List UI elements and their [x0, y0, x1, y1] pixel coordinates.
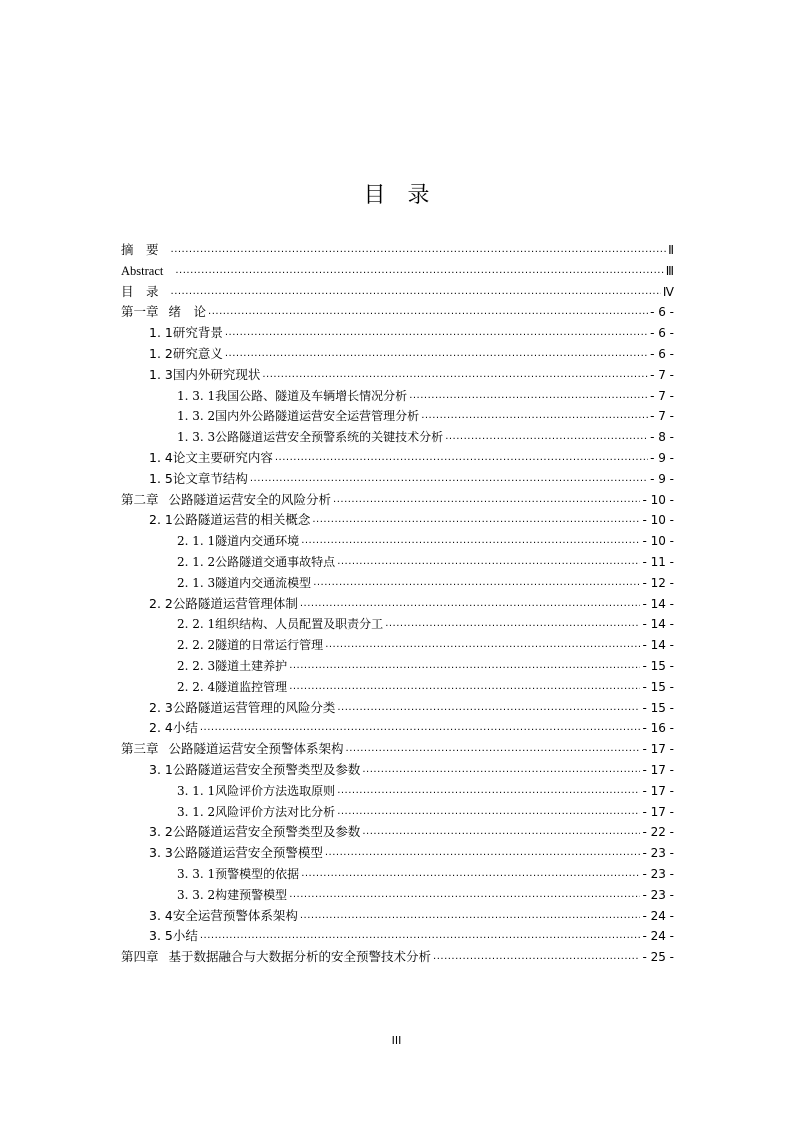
toc-entry[interactable] — [121, 718, 674, 739]
toc-entry-number: 2. 2. 4 — [177, 679, 216, 694]
toc-entry-title: 隧道监控管理 — [215, 679, 288, 694]
toc-entry-title: 公路隧道运营安全预警系统的关键技术分析 — [215, 430, 444, 445]
toc-entry-number: 1. 3. 2 — [177, 409, 216, 424]
toc-entry-title: 风险评价方法选取原则 — [215, 783, 336, 798]
toc-entry-number: 2. 1. 3 — [177, 575, 216, 590]
title-char-1: 目 — [363, 183, 386, 208]
toc-entry[interactable] — [121, 552, 674, 573]
dot-leader — [421, 406, 648, 427]
toc-entry-title: 隧道土建养护 — [215, 658, 288, 673]
page-title — [0, 178, 793, 209]
toc-entry-title: 绪 论 — [168, 304, 207, 320]
toc-entry-number: 2. 2. 1 — [177, 617, 216, 632]
toc-entry-title: 论文主要研究内容 — [172, 449, 273, 465]
toc-entry-number: 1. 3 — [149, 366, 173, 382]
dot-leader — [171, 282, 661, 303]
toc-entry-title: 公路隧道运营安全预警模型 — [172, 845, 323, 861]
dot-leader — [250, 469, 648, 490]
toc-entry-page: - 14 - — [642, 596, 674, 611]
dot-leader — [289, 656, 640, 677]
toc-entry-number: 2. 2. 3 — [177, 658, 216, 673]
toc-entry[interactable] — [121, 323, 674, 344]
toc-entry-title: 论文章节结构 — [172, 470, 248, 486]
toc-entry-title: 小结 — [172, 720, 198, 736]
toc-entry-page: - 17 - — [642, 783, 674, 798]
toc-entry-page: - 6 - — [650, 326, 674, 341]
toc-entry-page: - 16 - — [642, 721, 674, 736]
dot-leader — [312, 510, 640, 531]
toc-entry-page: - 17 - — [642, 742, 674, 757]
toc-entry-page: - 10 - — [642, 534, 674, 549]
toc-entry-page: - 22 - — [642, 825, 674, 840]
toc-entry-page: - 7 - — [650, 367, 674, 382]
toc-entry[interactable] — [121, 365, 674, 386]
toc-entry-number: 2. 1. 1 — [177, 534, 216, 549]
dot-leader — [433, 947, 640, 968]
toc-entry-title: 公路隧道运营安全预警体系架构 — [168, 741, 344, 757]
toc-entry-page: - 25 - — [642, 950, 674, 965]
toc-entry-page: - 10 - — [642, 513, 674, 528]
dot-leader — [301, 864, 640, 885]
dot-leader — [200, 926, 641, 947]
toc-entry-number: 3. 3 — [149, 845, 173, 861]
toc-entry-page: - 23 - — [642, 887, 674, 902]
toc-entry-number: 1. 1 — [149, 325, 173, 341]
toc-entry-number: 第一章 — [121, 304, 159, 320]
dot-leader — [289, 677, 640, 698]
toc-entry-number: 3. 1 — [149, 761, 173, 777]
title-char-2: 录 — [407, 183, 430, 208]
toc-entry-page: - 15 - — [642, 700, 674, 715]
toc-entry[interactable] — [121, 802, 674, 823]
toc-entry[interactable] — [121, 469, 674, 490]
dot-leader — [346, 739, 641, 760]
toc-entry-number: 2. 1 — [149, 512, 173, 528]
toc-entry-number: Abstract — [121, 263, 164, 278]
toc-entry[interactable] — [121, 906, 674, 927]
dot-leader — [385, 614, 640, 635]
toc-entry[interactable] — [121, 406, 674, 427]
toc-entry-page: - 17 - — [642, 804, 674, 819]
toc-entry-page: - 9 - — [650, 471, 674, 486]
toc-entry-number: 3. 3. 1 — [177, 866, 216, 881]
toc-entry-number: 3. 2 — [149, 824, 173, 840]
toc-entry-title: 国内外公路隧道运营安全运营管理分析 — [215, 409, 420, 424]
dot-leader — [362, 760, 640, 781]
toc-entry-page: - 7 - — [650, 388, 674, 403]
toc-entry-page: - 23 - — [642, 846, 674, 861]
toc-entry-number: 3. 1. 2 — [177, 804, 216, 819]
dot-leader — [325, 635, 640, 656]
toc-entry[interactable] — [121, 261, 674, 282]
dot-leader — [175, 261, 663, 282]
toc-entry[interactable] — [121, 677, 674, 698]
toc-entry-page: - 17 - — [642, 762, 674, 777]
toc-entry-number: 3. 1. 1 — [177, 783, 216, 798]
toc-entry-page: - 7 - — [650, 409, 674, 424]
toc-entry-title: 研究背景 — [172, 325, 223, 341]
dot-leader — [275, 448, 648, 469]
toc-entry-page: - 12 - — [642, 575, 674, 590]
toc-entry[interactable] — [121, 698, 674, 719]
toc-entry-page: - 14 - — [642, 617, 674, 632]
toc-entry-number: 第三章 — [121, 741, 159, 757]
table-of-contents — [121, 240, 674, 968]
toc-entry[interactable] — [121, 864, 674, 885]
toc-entry-page: Ⅲ — [665, 263, 674, 278]
page-number: III — [391, 1034, 402, 1047]
dot-leader — [225, 344, 648, 365]
toc-entry[interactable] — [121, 427, 674, 448]
dot-leader — [225, 323, 648, 344]
toc-entry[interactable] — [121, 947, 674, 968]
dot-leader — [409, 386, 648, 407]
toc-entry-title: 隧道的日常运行管理 — [215, 638, 324, 653]
toc-entry-number: 第四章 — [121, 949, 159, 965]
toc-entry[interactable] — [121, 594, 674, 615]
toc-entry-page: - 15 - — [642, 658, 674, 673]
dot-leader — [337, 802, 640, 823]
toc-entry-title: 预警模型的依据 — [215, 866, 300, 881]
toc-entry-title: 国内外研究现状 — [172, 366, 261, 382]
toc-entry[interactable] — [121, 635, 674, 656]
toc-entry-page: Ⅱ — [668, 243, 674, 257]
toc-entry-page: - 24 - — [642, 929, 674, 944]
toc-entry-number: 1. 4 — [149, 449, 173, 465]
toc-entry[interactable] — [121, 781, 674, 802]
dot-leader — [337, 781, 640, 802]
toc-entry-title: 公路隧道运营管理体制 — [172, 595, 298, 611]
dot-leader — [200, 718, 641, 739]
dot-leader — [445, 427, 648, 448]
toc-entry[interactable] — [121, 448, 674, 469]
toc-entry-page: - 10 - — [642, 492, 674, 507]
toc-entry[interactable] — [121, 510, 674, 531]
toc-entry-page: Ⅳ — [662, 284, 674, 299]
toc-entry-number: 1. 5 — [149, 470, 173, 486]
toc-entry-title: 公路隧道运营管理的风险分类 — [172, 699, 336, 715]
toc-entry-number: 1. 3. 3 — [177, 430, 216, 445]
toc-entry-number: 1. 2 — [149, 345, 173, 361]
dot-leader — [362, 822, 640, 843]
toc-entry-number: 2. 2. 2 — [177, 638, 216, 653]
toc-entry-title: 研究意义 — [172, 345, 223, 361]
toc-entry-number: 2. 2 — [149, 595, 173, 611]
toc-entry-page: - 8 - — [650, 430, 674, 445]
toc-entry-number: 第二章 — [121, 491, 159, 507]
toc-entry-number: 2. 1. 2 — [177, 554, 216, 569]
toc-entry-title: 公路隧道运营安全预警类型及参数 — [172, 824, 361, 840]
toc-entry[interactable] — [121, 822, 674, 843]
toc-entry[interactable] — [121, 386, 674, 407]
dot-leader — [337, 698, 640, 719]
toc-entry-page: - 6 - — [650, 305, 674, 320]
toc-entry[interactable] — [121, 760, 674, 781]
toc-entry[interactable] — [121, 240, 674, 261]
toc-entry-title: 公路隧道运营安全的风险分析 — [168, 491, 332, 507]
toc-entry-number: 3. 3. 2 — [177, 887, 216, 902]
toc-entry-title: 隧道内交通流模型 — [215, 575, 312, 590]
toc-entry-title: 隧道内交通环境 — [215, 534, 300, 549]
dot-leader — [325, 843, 641, 864]
toc-entry[interactable] — [121, 531, 674, 552]
toc-entry[interactable] — [121, 573, 674, 594]
toc-entry[interactable] — [121, 282, 674, 303]
dot-leader — [337, 552, 640, 573]
toc-entry-number: 目 录 — [121, 283, 159, 299]
toc-entry-page: - 9 - — [650, 450, 674, 465]
toc-entry[interactable] — [121, 885, 674, 906]
toc-entry-number: 2. 3 — [149, 699, 173, 715]
toc-entry[interactable] — [121, 926, 674, 947]
toc-entry-page: - 24 - — [642, 908, 674, 923]
toc-entry[interactable] — [121, 490, 674, 511]
dot-leader — [301, 531, 640, 552]
toc-entry-page: - 11 - — [642, 554, 674, 569]
toc-entry-title: 组织结构、人员配置及职责分工 — [215, 617, 384, 632]
toc-entry-title: 构建预警模型 — [215, 887, 288, 902]
toc-entry[interactable] — [121, 344, 674, 365]
dot-leader — [171, 240, 667, 261]
toc-entry[interactable] — [121, 656, 674, 677]
toc-entry[interactable] — [121, 843, 674, 864]
dot-leader — [333, 490, 640, 511]
toc-entry[interactable] — [121, 739, 674, 760]
dot-leader — [300, 906, 641, 927]
toc-entry-title: 公路隧道运营的相关概念 — [172, 512, 311, 528]
toc-entry-title: 公路隧道运营安全预警类型及参数 — [172, 761, 361, 777]
dot-leader — [208, 302, 648, 323]
toc-entry-page: - 6 - — [650, 346, 674, 361]
dot-leader — [289, 885, 640, 906]
toc-entry-page: - 23 - — [642, 866, 674, 881]
toc-entry-page: - 15 - — [642, 679, 674, 694]
toc-entry-title: 小结 — [172, 928, 198, 944]
toc-entry-title: 风险评价方法对比分析 — [215, 804, 336, 819]
dot-leader — [262, 365, 648, 386]
toc-entry-title: 我国公路、隧道及车辆增长情况分析 — [215, 388, 408, 403]
toc-entry-title: 基于数据融合与大数据分析的安全预警技术分析 — [168, 949, 432, 965]
toc-entry-number: 2. 4 — [149, 720, 173, 736]
toc-entry-number: 3. 4 — [149, 907, 173, 923]
toc-entry-title: 公路隧道交通事故特点 — [215, 554, 336, 569]
toc-entry-page: - 14 - — [642, 638, 674, 653]
dot-leader — [300, 594, 641, 615]
toc-entry-number: 3. 5 — [149, 928, 173, 944]
toc-entry-title: 安全运营预警体系架构 — [172, 907, 298, 923]
toc-entry-number: 1. 3. 1 — [177, 388, 216, 403]
dot-leader — [313, 573, 640, 594]
toc-entry[interactable] — [121, 302, 674, 323]
toc-entry[interactable] — [121, 614, 674, 635]
toc-entry-number: 摘 要 — [121, 242, 159, 257]
